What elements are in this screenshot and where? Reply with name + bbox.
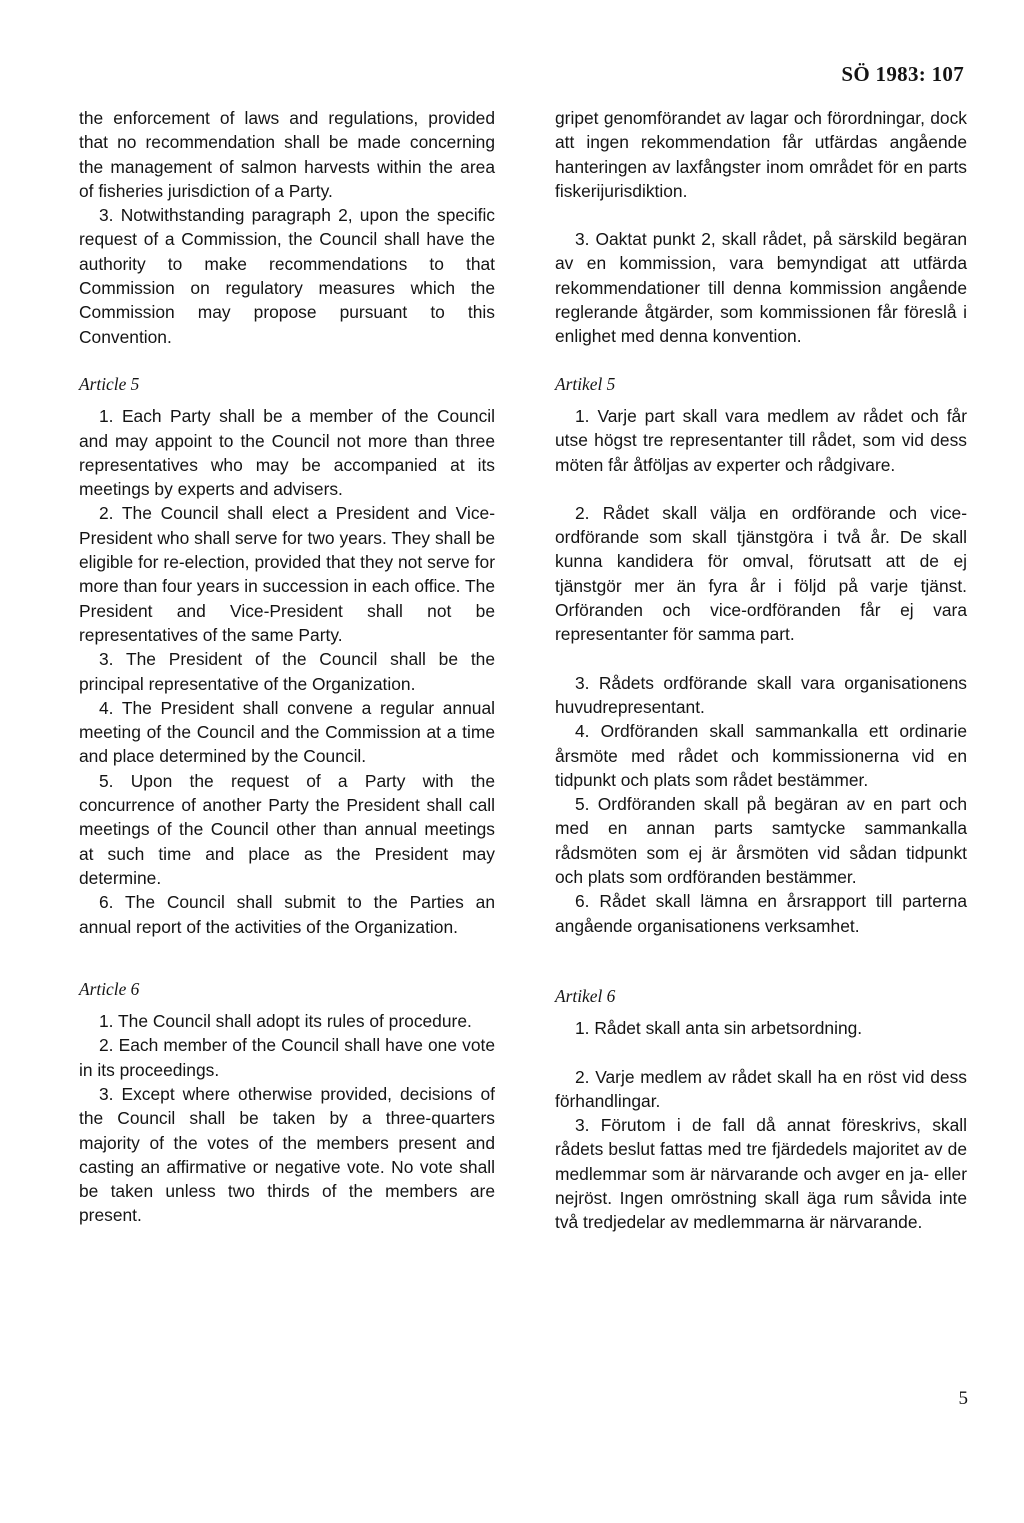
english-intro-paragraph: the enforcement of laws and regulations, provided that no recommendation shall be made concerning the management of salmon harvests within the area of fisheries jurisdiction of a Party. <box>79 108 495 201</box>
english-art5-p3: 3. The President of the Council shall be the principal representative of the Organization. <box>79 649 495 694</box>
swedish-art5-p5: 5. Ordföranden skall på begäran av en part och med en annan parts samtycke sammankalla rådsmöten som ej är årsmöten vid sådan tidpunkt och plats som ordföranden bestämmer. <box>555 794 967 888</box>
swedish-art5-p1: 1. Varje part skall vara medlem av rådet och får utse högst tre representanter till rådet, som vid dess möten får åtföljas av experter och rådgivare. <box>555 405 967 475</box>
swedish-article6-heading: Artikel 6 <box>555 985 616 1006</box>
english-art5-p1: 1. Each Party shall be a member of the Council and may appoint to the Council not more than three representatives who may be accompanied at its meetings by experts and advisers. <box>79 406 495 500</box>
english-art4-p3: 3. Notwithstanding paragraph 2, upon the specific request of a Commission, the Council shall have the authority to make recommendations to that Commission on regulatory measures which the Commission may propose pursuant to this Convention. <box>79 205 495 347</box>
swedish-art5-p3: 3. Rådets ordförande skall vara organisationens huvudrepresentant. <box>555 672 967 717</box>
swedish-art5-p2: 2. Rådet skall välja en ordförande och vice-ordförande som skall tjänstgöra i två år. De skall kunna kandidera för omval, förutsatt att de ej tjänstgör mer än fyra år i följd på varje tjänst. Orföranden och vice-ordföranden får ej vara representanter för samma part. <box>555 502 967 645</box>
swedish-column <box>555 106 967 1235</box>
english-art6-p3: 3. Except where otherwise provided, decisions of the Council shall be taken by a three-quarters majority of the votes of the members present and casting an affirmative or negative vote. No vote shall be taken unless two thirds of the members are present. <box>79 1083 495 1226</box>
english-art5-p5: 5. Upon the request of a Party with the concurrence of another Party the President shall call meetings of the Council other than annual meetings at such time and place as the President may determine. <box>79 770 495 888</box>
english-art5-p4: 4. The President shall convene a regular annual meeting of the Council and the Commission at a time and place determined by the Council. <box>79 697 495 767</box>
english-art6-p2: 2. Each member of the Council shall have one vote in its proceedings. <box>79 1035 495 1080</box>
english-art6-p1: 1. The Council shall adopt its rules of procedure. <box>99 1011 472 1032</box>
page-number: 5 <box>958 1388 968 1409</box>
swedish-art5-p6: 6. Rådet skall lämna en årsrapport till parterna angående organisationens verksamhet. <box>555 891 967 936</box>
english-column <box>79 106 495 1228</box>
swedish-art5-p4: 4. Ordföranden skall sammankalla ett ordinarie årsmöte med rådet och kommissionerna vid en tidpunkt och plats som rådet bestämmer. <box>555 721 967 790</box>
english-article6-heading: Article 6 <box>79 978 140 999</box>
swedish-article5-heading: Artikel 5 <box>555 373 616 394</box>
english-art5-p2: 2. The Council shall elect a President and Vice-President who shall serve for two years. They shall be eligible for re-election, provided that they not serve for more than four years in succession in each office. The President and Vice-President shall not be representatives of the same Party. <box>79 503 495 645</box>
swedish-art6-p3: 3. Förutom i de fall då annat föreskrivs, skall rådets beslut fattas med tre fjärdedels majoritet av de medlemmar som är närvarande och avger en ja- eller nejröst. Ingen omröstning skall äga rum såvida inte två tredjedelar av medlemmarna är närvarande. <box>555 1115 967 1233</box>
page-header: SÖ 1983: 107 <box>841 62 964 86</box>
english-article5-heading: Article 5 <box>79 373 140 394</box>
swedish-art6-p1: 1. Rådet skall anta sin arbetsordning. <box>575 1018 863 1039</box>
swedish-intro-paragraph: gripet genomförandet av lagar och förordningar, dock att ingen rekommendation får utfärdas angående hanteringen av laxfångster inom området för en parts fiskerijurisdiktion. <box>555 108 967 201</box>
english-art5-p6: 6. The Council shall submit to the Parties an annual report of the activities of the Organization. <box>79 892 495 937</box>
swedish-art6-p2: 2. Varje medlem av rådet skall ha en röst vid dess förhandlingar. <box>555 1066 967 1111</box>
swedish-art4-p3: 3. Oaktat punkt 2, skall rådet, på särskild begäran av en kommission, vara bemyndigat att utfärda rekommendationer till denna kommission angående reglerande åtgärder, som kommissionen får föreslå i enlighet med denna konvention. <box>555 229 967 347</box>
